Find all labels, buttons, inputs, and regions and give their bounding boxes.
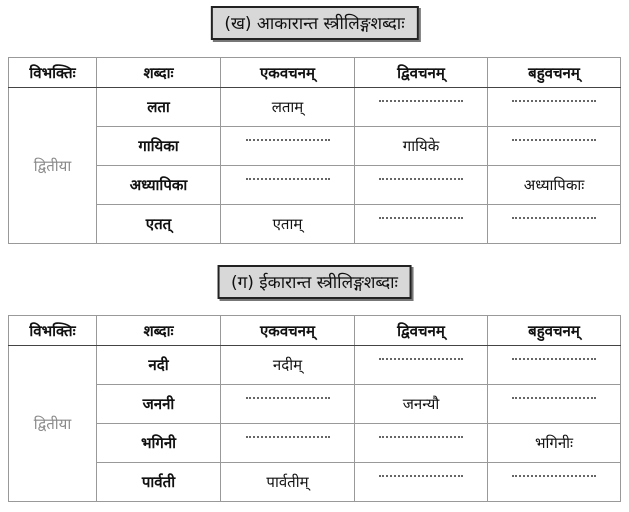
header-dvivachanam: द्विवचनम् (355, 58, 488, 88)
table-header-row (9, 58, 621, 88)
dual-blank[interactable] (355, 463, 488, 502)
dual-blank[interactable] (355, 166, 488, 205)
plural-blank[interactable] (488, 346, 621, 385)
singular-cell: पार्वतीम् (221, 463, 355, 502)
dotted-blank (246, 435, 330, 438)
dotted-blank (379, 474, 463, 477)
dotted-blank (379, 216, 463, 219)
dotted-blank (512, 99, 596, 102)
table-row (9, 346, 621, 385)
dual-blank[interactable] (355, 205, 488, 244)
dotted-blank (246, 396, 330, 399)
word-cell: लता (97, 88, 221, 127)
table-row (9, 127, 621, 166)
header-vibhakti: विभक्तिः (9, 58, 97, 88)
header-shabdah: शब्दाः (97, 316, 221, 346)
dual-cell: गायिके (355, 127, 488, 166)
dotted-blank (379, 357, 463, 360)
dual-blank[interactable] (355, 424, 488, 463)
dual-blank[interactable] (355, 346, 488, 385)
table-row (9, 88, 621, 127)
word-cell: एतत् (97, 205, 221, 244)
singular-cell: लताम् (221, 88, 355, 127)
table-row (9, 463, 621, 502)
header-bahuvachanam: बहुवचनम् (488, 58, 621, 88)
dotted-blank (379, 177, 463, 180)
table-row (9, 205, 621, 244)
plural-blank[interactable] (488, 463, 621, 502)
singular-cell: एताम् (221, 205, 355, 244)
dotted-blank (512, 357, 596, 360)
table-row (9, 424, 621, 463)
case-label: द्वितीया (9, 88, 97, 244)
header-ekavachanam: एकवचनम् (221, 58, 355, 88)
word-cell: गायिका (97, 127, 221, 166)
word-cell: अध्यापिका (97, 166, 221, 205)
header-dvivachanam: द्विवचनम् (355, 316, 488, 346)
dotted-blank (512, 138, 596, 141)
dotted-blank (246, 177, 330, 180)
singular-cell: नदीम् (221, 346, 355, 385)
dotted-blank (512, 216, 596, 219)
declension-table-ikaranta (8, 315, 621, 502)
plural-blank[interactable] (488, 88, 621, 127)
word-cell: पार्वती (97, 463, 221, 502)
dotted-blank (512, 396, 596, 399)
case-label: द्वितीया (9, 346, 97, 502)
header-shabdah: शब्दाः (97, 58, 221, 88)
dotted-blank (512, 474, 596, 477)
singular-blank[interactable] (221, 385, 355, 424)
singular-blank[interactable] (221, 424, 355, 463)
plural-blank[interactable] (488, 205, 621, 244)
dotted-blank (379, 435, 463, 438)
header-vibhakti: विभक्तिः (9, 316, 97, 346)
table-row (9, 385, 621, 424)
plural-blank[interactable] (488, 127, 621, 166)
word-cell: भगिनी (97, 424, 221, 463)
plural-cell: अध्यापिकाः (488, 166, 621, 205)
dual-cell: जनन्यौ (355, 385, 488, 424)
table-row (9, 166, 621, 205)
declension-table-akaranta (8, 57, 621, 244)
section-title-ikaranta: (ग) ईकारान्त स्त्रीलिङ्गशब्दाः (217, 265, 412, 299)
header-ekavachanam: एकवचनम् (221, 316, 355, 346)
singular-blank[interactable] (221, 166, 355, 205)
table-header-row (9, 316, 621, 346)
plural-blank[interactable] (488, 385, 621, 424)
word-cell: जननी (97, 385, 221, 424)
section-title-akaranta: (ख) आकारान्त स्त्रीलिङ्गशब्दाः (210, 6, 418, 40)
singular-blank[interactable] (221, 127, 355, 166)
dual-blank[interactable] (355, 88, 488, 127)
header-bahuvachanam: बहुवचनम् (488, 316, 621, 346)
word-cell: नदी (97, 346, 221, 385)
dotted-blank (246, 138, 330, 141)
dotted-blank (379, 99, 463, 102)
plural-cell: भगिनीः (488, 424, 621, 463)
